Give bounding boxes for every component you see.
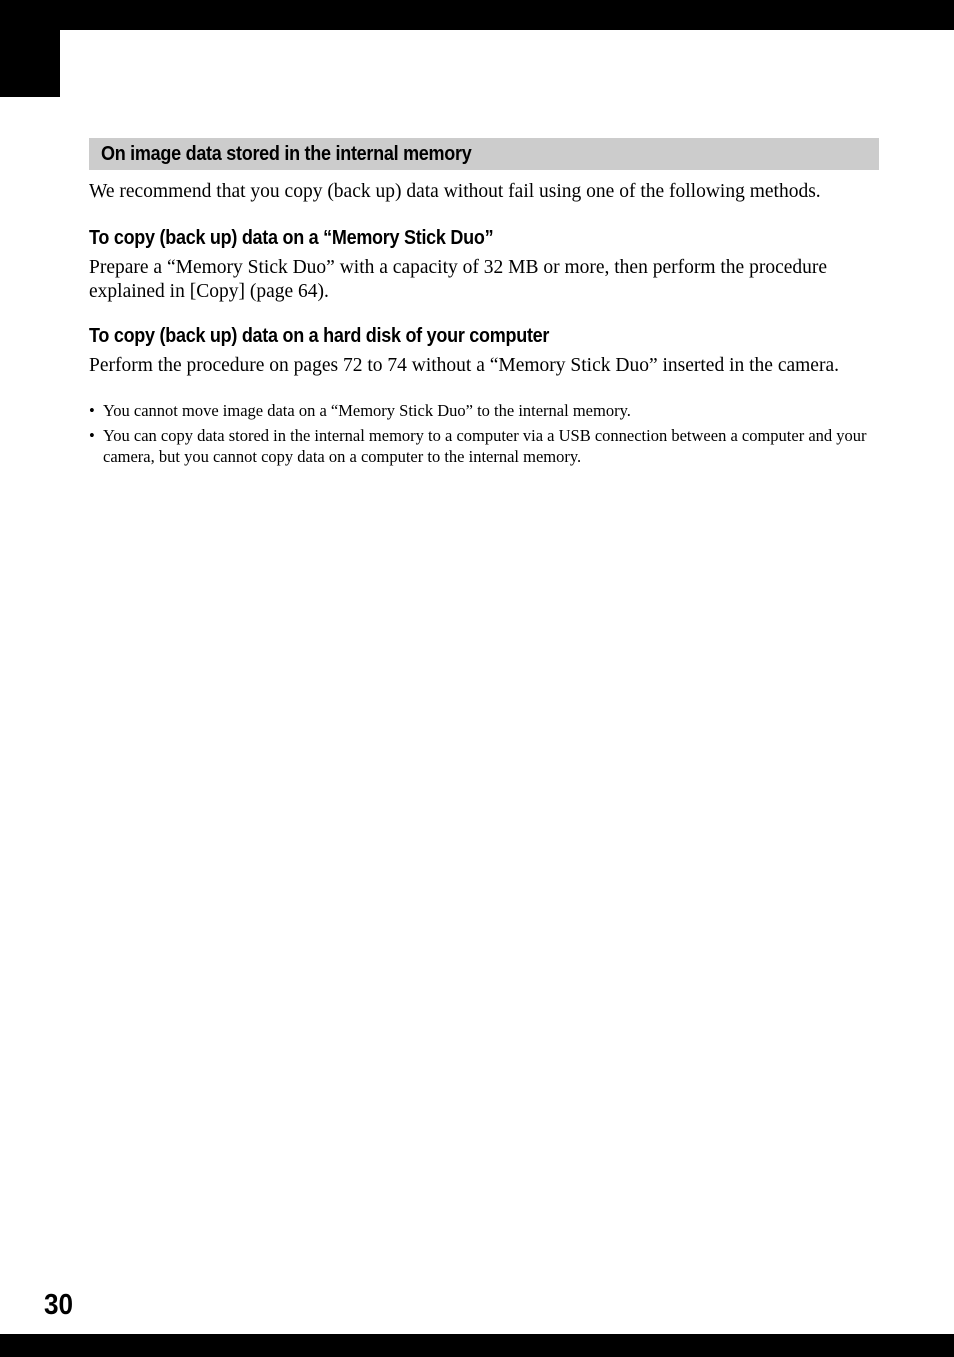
bottom-bar (0, 1334, 954, 1357)
note-item (89, 400, 879, 421)
page-number: 30 (44, 1289, 74, 1321)
notes-list (89, 400, 879, 467)
method-body-hard-disk: Perform the procedure on pages 72 to 74 without a “Memory Stick Duo” inserted in the camera. (89, 355, 839, 376)
intro-text: We recommend that you copy (back up) data without fail using one of the following methods. (89, 181, 821, 202)
corner-tab (0, 30, 60, 97)
note-text: You cannot move image data on a “Memory Stick Duo” to the internal memory. (103, 401, 631, 420)
bullet-icon: • (89, 426, 95, 445)
page-content (89, 138, 879, 471)
method-heading-memory-stick: To copy (back up) data on a “Memory Stick Duo” (89, 227, 494, 249)
section-header (89, 138, 879, 170)
note-text: You can copy data stored in the internal memory to a computer via a USB connection between a computer and your camera, but you cannot copy data on a computer to the internal memory. (103, 426, 867, 466)
method-body-memory-stick: Prepare a “Memory Stick Duo” with a capacity of 32 MB or more, then perform the procedure explained in [Copy] (page 64). (89, 257, 828, 302)
note-item (89, 425, 879, 467)
method-heading-hard-disk: To copy (back up) data on a hard disk of your computer (89, 325, 550, 347)
section-title: On image data stored in the internal memory (101, 142, 472, 165)
top-bar (0, 0, 954, 30)
bullet-icon: • (89, 401, 95, 420)
